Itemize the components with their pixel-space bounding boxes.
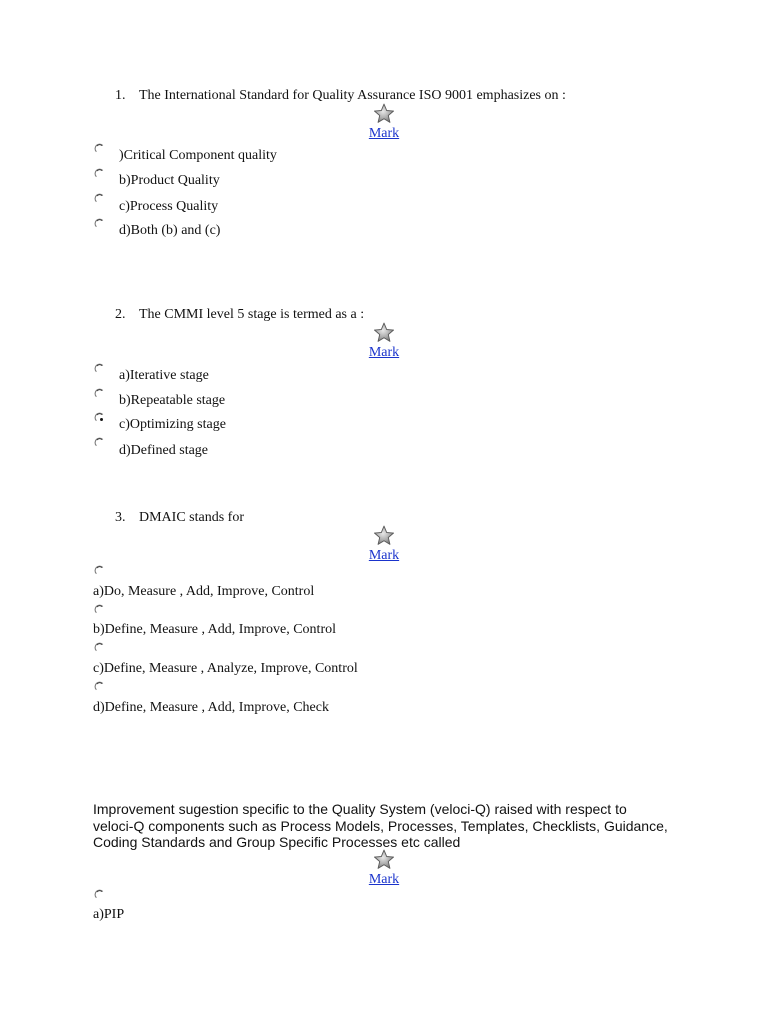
question-2-title xyxy=(115,307,364,323)
question-1-title xyxy=(115,88,566,104)
question-4-text-line: Coding Standards and Group Specific Processes etc called xyxy=(93,834,461,850)
question-3-title xyxy=(115,510,244,526)
question-4-text-line: veloci-Q components such as Process Models, Processes, Templates, Checklists, Guidance, xyxy=(93,817,668,834)
radio-button[interactable] xyxy=(94,642,105,653)
question-3-text: DMAIC stands for xyxy=(139,510,244,525)
option-label: a)Iterative stage xyxy=(119,368,209,383)
option-label: c)Process Quality xyxy=(119,199,219,214)
option-label: a)PIP xyxy=(93,907,125,922)
star-icon[interactable] xyxy=(373,849,395,870)
star-icon[interactable] xyxy=(373,103,395,124)
radio-button[interactable] xyxy=(94,218,105,229)
question-3-mark[interactable] xyxy=(354,525,414,564)
question-3-number: 3. xyxy=(115,510,126,525)
option-label: d)Both (b) and (c) xyxy=(119,223,221,238)
mark-link[interactable]: Mark xyxy=(368,548,400,563)
star-icon[interactable] xyxy=(373,322,395,343)
option-label: a)Do, Measure , Add, Improve, Control xyxy=(93,584,315,599)
mark-link[interactable]: Mark xyxy=(368,345,400,360)
radio-button[interactable] xyxy=(94,437,105,448)
star-icon[interactable] xyxy=(373,525,395,546)
radio-button[interactable] xyxy=(94,363,105,374)
option-label: c)Define, Measure , Analyze, Improve, Control xyxy=(93,661,358,676)
mark-link[interactable]: Mark xyxy=(368,126,400,141)
mark-link[interactable]: Mark xyxy=(368,872,400,887)
question-1-text: The International Standard for Quality Assurance ISO 9001 emphasizes on : xyxy=(139,88,566,103)
radio-button-selected[interactable] xyxy=(94,412,105,423)
question-1-mark[interactable] xyxy=(354,103,414,142)
radio-button[interactable] xyxy=(94,143,105,154)
option-label: b)Repeatable stage xyxy=(119,393,226,408)
radio-button[interactable] xyxy=(94,193,105,204)
radio-button[interactable] xyxy=(94,168,105,179)
option-label: )Critical Component quality xyxy=(119,148,277,163)
option-label: b)Product Quality xyxy=(119,173,220,188)
option-label: c)Optimizing stage xyxy=(119,417,226,432)
radio-button[interactable] xyxy=(94,565,105,576)
option-label: d)Define, Measure , Add, Improve, Check xyxy=(93,700,329,715)
question-2-mark[interactable] xyxy=(354,322,414,361)
question-4-mark[interactable] xyxy=(354,849,414,888)
option-label: b)Define, Measure , Add, Improve, Control xyxy=(93,622,336,637)
radio-button[interactable] xyxy=(94,889,105,900)
radio-button[interactable] xyxy=(94,604,105,615)
question-2-number: 2. xyxy=(115,307,126,322)
question-2-text: The CMMI level 5 stage is termed as a : xyxy=(139,307,365,322)
radio-button[interactable] xyxy=(94,681,105,692)
radio-button[interactable] xyxy=(94,388,105,399)
option-label: d)Defined stage xyxy=(119,443,209,458)
question-4-text xyxy=(93,801,693,851)
question-4-text-line: Improvement sugestion specific to the Quality System (veloci-Q) raised with respect to xyxy=(93,801,627,817)
question-1-number: 1. xyxy=(115,88,126,103)
